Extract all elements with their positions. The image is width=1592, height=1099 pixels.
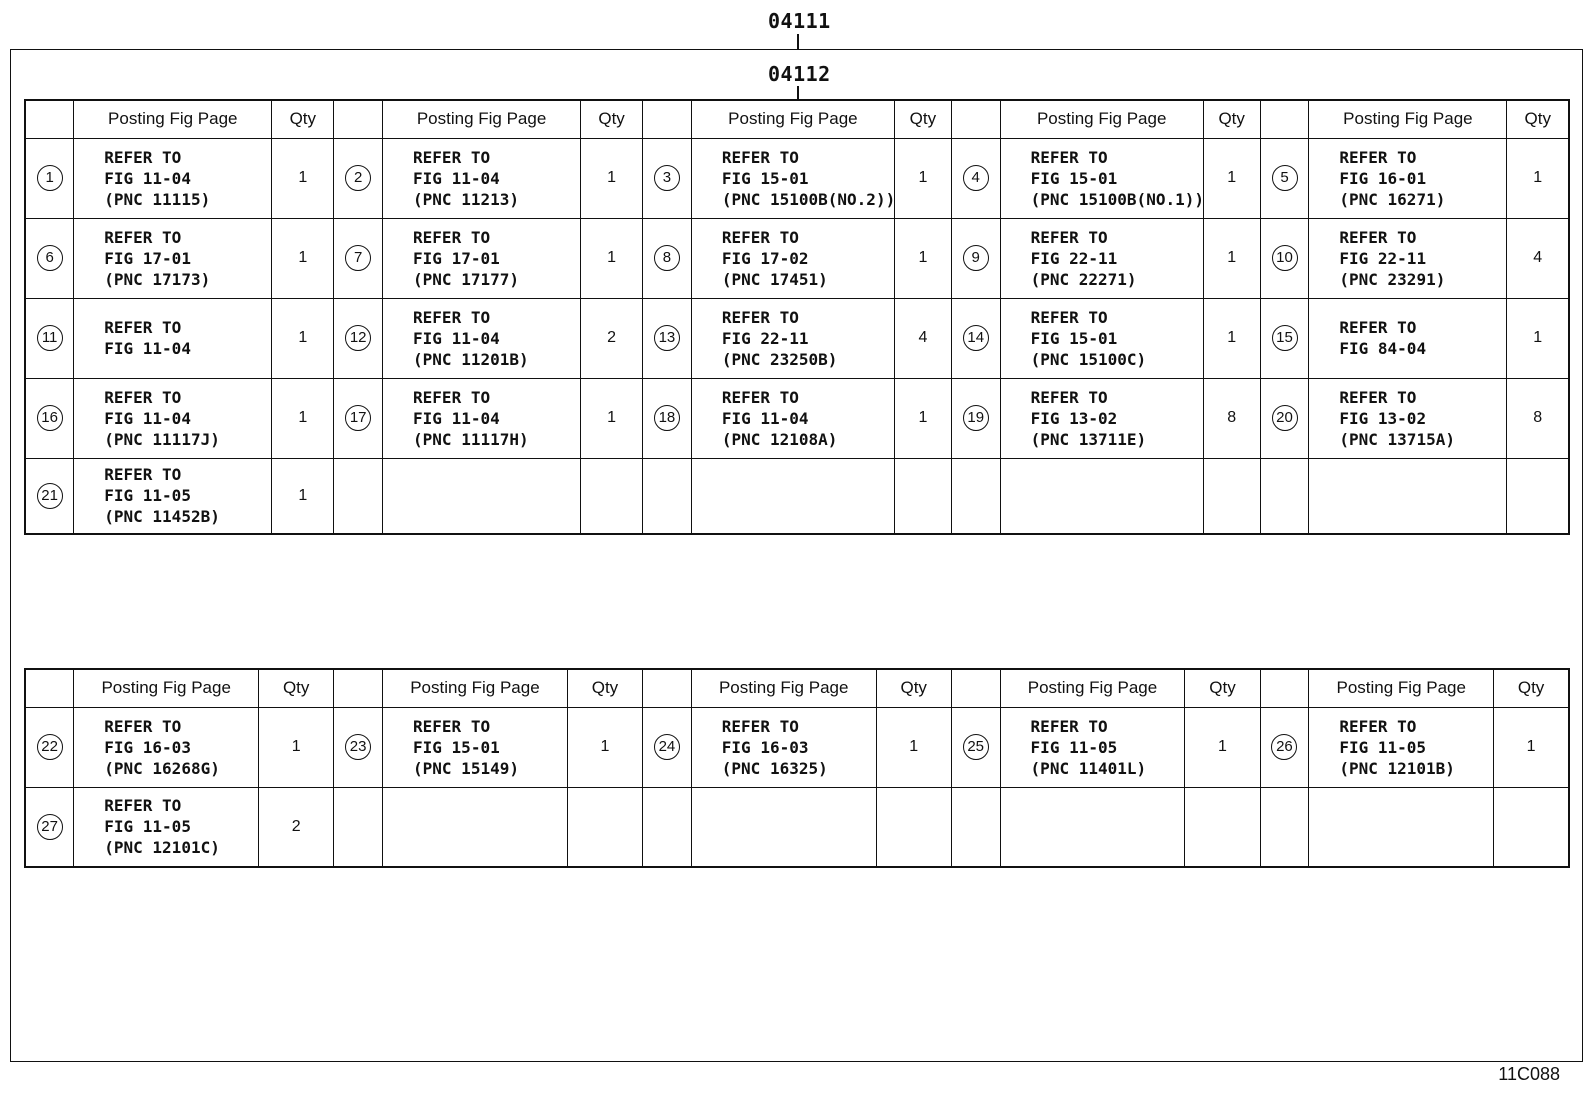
reference-line: REFER TO: [104, 227, 182, 247]
reference-line: (PNC 17177): [413, 269, 519, 289]
reference-line: REFER TO: [1030, 387, 1108, 407]
qty-cell: [272, 378, 334, 458]
item-number-cell: [25, 378, 74, 458]
qty-cell: [272, 298, 334, 378]
reference-line: FIG 84-04: [1339, 339, 1427, 358]
header-posting-fig-page: Posting Fig Page: [1309, 669, 1494, 707]
qty-value: 1: [918, 409, 928, 426]
item-number-cell: [643, 378, 692, 458]
header-num-col: [334, 100, 383, 138]
reference-line: (PNC 11213): [413, 189, 519, 209]
qty-cell: [1203, 298, 1260, 378]
callout-number: 16: [37, 405, 63, 431]
callout-number: 14: [963, 325, 989, 351]
reference-cell: [691, 458, 894, 534]
reference-cell: [383, 298, 581, 378]
outer-ref-label: 04111: [768, 9, 831, 33]
header-qty: Qty: [259, 669, 334, 707]
reference-cell: [1309, 787, 1494, 867]
reference-line: REFER TO: [413, 387, 491, 407]
header-posting-fig-page: Posting Fig Page: [1000, 100, 1203, 138]
reference-cell: [691, 218, 894, 298]
reference-line: FIG 15-01: [1030, 168, 1118, 188]
item-number-cell: [25, 138, 74, 218]
item-number-cell: [643, 458, 692, 534]
reference-cell: [691, 298, 894, 378]
item-number-cell: [334, 298, 383, 378]
reference-line: REFER TO: [721, 307, 799, 327]
qty-cell: [259, 787, 334, 867]
qty-cell: [1203, 378, 1260, 458]
reference-cell: [691, 378, 894, 458]
reference-line: REFER TO: [413, 716, 491, 736]
reference-line: FIG 15-01: [413, 737, 500, 757]
reference-line: (PNC 11115): [104, 189, 211, 209]
reference-cell: [1000, 138, 1203, 218]
qty-cell: [894, 218, 951, 298]
header-qty: Qty: [1507, 100, 1569, 138]
qty-cell: [894, 378, 951, 458]
qty-cell: [581, 138, 643, 218]
item-number-cell: [334, 138, 383, 218]
callout-number: 9: [963, 245, 989, 271]
reference-line: (PNC 11117J): [104, 429, 220, 449]
qty-value: 1: [1227, 169, 1237, 186]
reference-cell: [1000, 218, 1203, 298]
reference-line: (PNC 23250B): [721, 349, 838, 369]
header-posting-fig-page: Posting Fig Page: [74, 100, 272, 138]
header-num-col: [951, 100, 1000, 138]
callout-number: 10: [1272, 245, 1298, 271]
reference-cell: [74, 787, 259, 867]
qty-value: 1: [1533, 329, 1543, 346]
reference-line: FIG 16-03: [104, 737, 191, 757]
reference-line: REFER TO: [413, 227, 491, 247]
reference-line: (PNC 16271): [1339, 189, 1446, 209]
reference-line: FIG 16-03: [721, 737, 809, 757]
reference-line: REFER TO: [1030, 307, 1108, 327]
reference-line: FIG 11-05: [104, 486, 191, 506]
reference-cell: [1309, 458, 1507, 534]
reference-line: REFER TO: [1339, 227, 1417, 247]
header-posting-fig-page: Posting Fig Page: [691, 100, 894, 138]
header-num-col: [334, 669, 383, 707]
reference-line: FIG 11-04: [104, 408, 191, 428]
callout-number: 4: [963, 165, 989, 191]
reference-cell: [1000, 298, 1203, 378]
reference-line: FIG 16-01: [1339, 168, 1427, 188]
header-posting-fig-page: Posting Fig Page: [383, 669, 568, 707]
table-row: [25, 458, 1569, 534]
qty-value: 4: [918, 329, 928, 346]
reference-line: (PNC 12101B): [1339, 758, 1455, 778]
reference-cell: [383, 138, 581, 218]
callout-number: 15: [1272, 325, 1298, 351]
item-number-cell: [334, 707, 383, 787]
item-number-cell: [25, 298, 74, 378]
reference-line: REFER TO: [721, 147, 799, 167]
qty-cell: [581, 378, 643, 458]
table-row: [25, 378, 1569, 458]
qty-value: 1: [607, 409, 617, 426]
header-posting-fig-page: Posting Fig Page: [1309, 100, 1507, 138]
lower-parts-table: [24, 668, 1570, 868]
reference-line: (PNC 17173): [104, 269, 211, 289]
item-number-cell: [951, 787, 1000, 867]
callout-number: 7: [345, 245, 371, 271]
header-posting-fig-page: Posting Fig Page: [383, 100, 581, 138]
callout-number: 22: [37, 734, 63, 760]
qty-value: 1: [1533, 169, 1543, 186]
callout-number: 18: [654, 405, 680, 431]
reference-line: (PNC 11452B): [104, 507, 220, 527]
reference-line: FIG 13-02: [1339, 408, 1427, 428]
qty-cell: [272, 218, 334, 298]
qty-cell: [1203, 218, 1260, 298]
item-number-cell: [1260, 787, 1309, 867]
header-qty: Qty: [567, 669, 642, 707]
header-qty: Qty: [876, 669, 951, 707]
header-num-col: [643, 669, 692, 707]
reference-cell: [383, 218, 581, 298]
callout-number: 19: [963, 405, 989, 431]
qty-cell: [876, 707, 951, 787]
table-row: [25, 707, 1569, 787]
qty-value: 8: [1533, 409, 1543, 426]
item-number-cell: [643, 298, 692, 378]
item-number-cell: [951, 707, 1000, 787]
item-number-cell: [334, 218, 383, 298]
reference-line: REFER TO: [104, 796, 182, 816]
callout-number: 25: [963, 734, 989, 760]
header-num-col: [951, 669, 1000, 707]
item-number-cell: [1260, 218, 1309, 298]
reference-line: REFER TO: [1339, 147, 1417, 167]
reference-cell: [1000, 458, 1203, 534]
reference-line: REFER TO: [104, 716, 182, 736]
qty-cell: [894, 138, 951, 218]
callout-number: 5: [1272, 165, 1298, 191]
header-num-col: [25, 100, 74, 138]
item-number-cell: [25, 707, 74, 787]
callout-number: 2: [345, 165, 371, 191]
callout-number: 11: [37, 325, 63, 351]
qty-value: 1: [909, 738, 919, 755]
reference-line: (PNC 13711E): [1030, 429, 1147, 449]
header-qty: Qty: [272, 100, 334, 138]
qty-value: 8: [1227, 409, 1237, 426]
item-number-cell: [951, 298, 1000, 378]
item-number-cell: [1260, 138, 1309, 218]
reference-line: FIG 15-01: [1030, 328, 1118, 348]
callout-number: 20: [1272, 405, 1298, 431]
item-number-cell: [643, 707, 692, 787]
qty-value: 1: [298, 249, 308, 266]
item-number-cell: [25, 218, 74, 298]
header-num-col: [643, 100, 692, 138]
reference-cell: [74, 458, 272, 534]
item-number-cell: [1260, 707, 1309, 787]
reference-line: FIG 17-01: [104, 248, 191, 268]
reference-cell: [691, 787, 876, 867]
callout-number: 21: [37, 483, 63, 509]
reference-cell: [1000, 707, 1185, 787]
reference-line: REFER TO: [104, 465, 182, 485]
item-number-cell: [1260, 298, 1309, 378]
reference-line: (PNC 15149): [413, 758, 519, 778]
reference-cell: [691, 707, 876, 787]
reference-cell: [1309, 378, 1507, 458]
reference-line: REFER TO: [413, 307, 491, 327]
inner-ref-leader: [797, 86, 799, 100]
reference-line: REFER TO: [1030, 147, 1108, 167]
qty-cell: [567, 707, 642, 787]
item-number-cell: [951, 218, 1000, 298]
qty-value: 1: [607, 249, 617, 266]
header-num-col: [25, 669, 74, 707]
reference-line: REFER TO: [104, 147, 182, 167]
inner-ref-label: 04112: [768, 62, 831, 86]
header-posting-fig-page: Posting Fig Page: [691, 669, 876, 707]
reference-cell: [1000, 787, 1185, 867]
qty-cell: [894, 458, 951, 534]
item-number-cell: [643, 138, 692, 218]
reference-cell: [383, 458, 581, 534]
qty-cell: [1507, 378, 1569, 458]
reference-line: (PNC 11401L): [1030, 758, 1147, 778]
table-row: [25, 138, 1569, 218]
qty-value: 4: [1533, 249, 1543, 266]
outer-ref-leader: [797, 34, 799, 49]
callout-number: 1: [37, 165, 63, 191]
header-num-col: [1260, 100, 1309, 138]
qty-cell: [567, 787, 642, 867]
reference-line: (PNC 22271): [1030, 269, 1137, 289]
reference-line: REFER TO: [1339, 318, 1417, 337]
callout-number: 6: [37, 245, 63, 271]
reference-cell: [74, 298, 272, 378]
reference-line: (PNC 13715A): [1339, 429, 1455, 449]
reference-line: FIG 13-02: [1030, 408, 1118, 428]
qty-value: 1: [1227, 329, 1237, 346]
qty-value: 1: [918, 169, 928, 186]
item-number-cell: [951, 458, 1000, 534]
item-number-cell: [951, 378, 1000, 458]
header-qty: Qty: [1203, 100, 1260, 138]
qty-cell: [259, 707, 334, 787]
callout-number: 12: [345, 325, 371, 351]
reference-line: FIG 11-05: [104, 817, 191, 837]
callout-number: 8: [654, 245, 680, 271]
qty-cell: [1494, 787, 1569, 867]
reference-line: (PNC 15100B(NO.2)): [721, 189, 896, 209]
figure-code: 11C088: [1498, 1064, 1560, 1084]
qty-cell: [581, 458, 643, 534]
item-number-cell: [25, 458, 74, 534]
qty-value: 2: [291, 817, 301, 835]
reference-cell: [1309, 138, 1507, 218]
qty-value: 1: [298, 169, 308, 186]
reference-line: FIG 15-01: [721, 168, 809, 188]
item-number-cell: [951, 138, 1000, 218]
qty-cell: [1507, 138, 1569, 218]
callout-number: 17: [345, 405, 371, 431]
qty-cell: [1203, 138, 1260, 218]
reference-line: (PNC 16325): [721, 758, 828, 778]
item-number-cell: [334, 458, 383, 534]
qty-cell: [876, 787, 951, 867]
reference-line: REFER TO: [104, 318, 182, 337]
qty-cell: [1494, 707, 1569, 787]
reference-line: REFER TO: [1030, 716, 1108, 736]
header-qty: Qty: [1494, 669, 1569, 707]
qty-cell: [1507, 218, 1569, 298]
qty-value: 1: [1227, 249, 1237, 266]
item-number-cell: [643, 218, 692, 298]
item-number-cell: [334, 787, 383, 867]
reference-line: (PNC 11117H): [413, 429, 529, 449]
qty-value: 1: [298, 329, 308, 346]
reference-line: REFER TO: [1339, 387, 1417, 407]
qty-cell: [1185, 787, 1260, 867]
reference-line: FIG 11-04: [413, 408, 500, 428]
reference-line: (PNC 16268G): [104, 758, 220, 778]
qty-cell: [272, 138, 334, 218]
callout-number: 23: [345, 734, 371, 760]
reference-line: REFER TO: [1030, 227, 1108, 247]
reference-line: FIG 11-04: [104, 168, 191, 188]
header-qty: Qty: [894, 100, 951, 138]
item-number-cell: [25, 787, 74, 867]
reference-line: FIG 11-04: [104, 339, 191, 358]
reference-cell: [74, 378, 272, 458]
qty-value: 1: [918, 249, 928, 266]
qty-value: 1: [607, 169, 617, 186]
callout-number: 24: [654, 734, 680, 760]
reference-line: REFER TO: [721, 387, 799, 407]
reference-line: FIG 11-04: [721, 408, 809, 428]
qty-cell: [581, 218, 643, 298]
callout-number: 27: [37, 814, 63, 840]
reference-cell: [1000, 378, 1203, 458]
qty-value: 1: [298, 409, 308, 426]
reference-cell: [74, 707, 259, 787]
reference-cell: [1309, 218, 1507, 298]
reference-cell: [691, 138, 894, 218]
reference-line: (PNC 11201B): [413, 349, 529, 369]
reference-line: FIG 22-11: [1339, 248, 1427, 268]
reference-line: FIG 11-05: [1030, 737, 1118, 757]
table-row: [25, 298, 1569, 378]
qty-value: 1: [1218, 738, 1227, 755]
qty-cell: [272, 458, 334, 534]
qty-cell: [1185, 707, 1260, 787]
reference-line: FIG 17-02: [721, 248, 809, 268]
upper-parts-table: [24, 99, 1570, 535]
reference-line: REFER TO: [721, 716, 799, 736]
reference-line: FIG 11-05: [1339, 737, 1427, 757]
reference-line: REFER TO: [1339, 716, 1417, 736]
header-posting-fig-page: Posting Fig Page: [1000, 669, 1185, 707]
reference-cell: [383, 378, 581, 458]
qty-value: 1: [1526, 738, 1536, 755]
reference-line: REFER TO: [413, 147, 491, 167]
reference-line: REFER TO: [721, 227, 799, 247]
qty-cell: [1507, 458, 1569, 534]
reference-line: (PNC 23291): [1339, 269, 1446, 289]
qty-cell: [581, 298, 643, 378]
item-number-cell: [334, 378, 383, 458]
reference-cell: [74, 218, 272, 298]
reference-line: FIG 17-01: [413, 248, 500, 268]
qty-cell: [1507, 298, 1569, 378]
qty-value: 1: [600, 738, 610, 755]
reference-cell: [383, 707, 568, 787]
reference-line: (PNC 12101C): [104, 838, 220, 858]
item-number-cell: [1260, 458, 1309, 534]
qty-value: 1: [291, 738, 301, 755]
reference-line: FIG 11-04: [413, 328, 500, 348]
callout-number: 26: [1271, 734, 1297, 760]
reference-cell: [383, 787, 568, 867]
reference-line: REFER TO: [104, 387, 182, 407]
reference-line: (PNC 12108A): [721, 429, 838, 449]
table-row: [25, 787, 1569, 867]
header-qty: Qty: [1185, 669, 1260, 707]
reference-line: FIG 22-11: [1030, 248, 1118, 268]
header-posting-fig-page: Posting Fig Page: [74, 669, 259, 707]
callout-number: 3: [654, 165, 680, 191]
reference-line: FIG 11-04: [413, 168, 500, 188]
qty-cell: [894, 298, 951, 378]
reference-cell: [1309, 298, 1507, 378]
header-qty: Qty: [581, 100, 643, 138]
reference-cell: [74, 138, 272, 218]
qty-value: 2: [607, 329, 617, 346]
qty-cell: [1203, 458, 1260, 534]
item-number-cell: [1260, 378, 1309, 458]
reference-line: FIG 22-11: [721, 328, 809, 348]
item-number-cell: [643, 787, 692, 867]
header-num-col: [1260, 669, 1309, 707]
reference-line: (PNC 17451): [721, 269, 828, 289]
reference-line: (PNC 15100B(NO.1)): [1030, 189, 1204, 209]
table-row: [25, 218, 1569, 298]
qty-value: 1: [298, 486, 308, 504]
reference-line: (PNC 15100C): [1030, 349, 1147, 369]
reference-cell: [1309, 707, 1494, 787]
callout-number: 13: [654, 325, 680, 351]
